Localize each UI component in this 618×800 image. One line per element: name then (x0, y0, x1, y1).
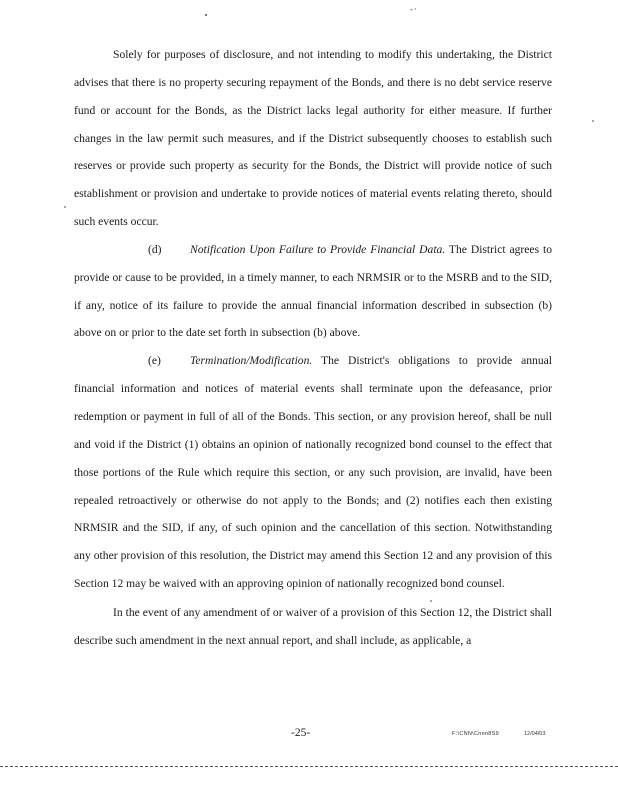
paragraph-subsection-e (74, 347, 552, 598)
subsection-e-number: (e) (148, 354, 161, 368)
document-date: 12/04/03 (524, 731, 546, 737)
paragraph-amendment: In the event of any amendment of or waiver of a provision of this Section 12, the District shall describe such amendment in the next annual report, and shall include, as applicable, a (74, 605, 552, 647)
scan-speck (64, 206, 66, 208)
subsection-d-number: (d) (148, 242, 162, 256)
scan-edge-line (0, 766, 618, 767)
scan-speck (205, 14, 207, 16)
paragraph-subsection-d (74, 236, 552, 347)
scan-speck (430, 600, 432, 602)
header-mark: -· (410, 4, 418, 14)
scan-speck (592, 120, 594, 122)
subsection-e-title: Termination/Modification. (190, 354, 313, 368)
subsection-d-body: The District agrees to provide or cause to be provided, in a timely manner, to each NRMSIR or to the MSRB and to the SID, if any, notice of its failure to provide the annual financial information described in subsection (b) above on or prior to the date set forth in subsection (b) above. (74, 242, 552, 340)
subsection-d-title: Notification Upon Failure to Provide Financial Data. (190, 242, 446, 256)
body-text (74, 41, 552, 655)
page-number: -25- (291, 727, 311, 739)
document-code: F:\CNN\Cnnn8S9 (452, 731, 499, 737)
subsection-e-body: The District's obligations to provide annual financial information and notices of material events shall terminate upon the defeasance, prior redemption or payment in full of all of the Bonds. This section, or any provision hereof, shall be null and void if the District (1) obtains an opinion of nationally recognized bond counsel to the effect that those portions of the Rule which require this section, or any such provision, are invalid, have been repealed retroactively or otherwise do not apply to the Bonds; and (2) notifies each then existing NRMSIR and the SID, if any, of such opinion and the cancellation of this section. Notwithstanding any other provision of this resolution, the District may amend this Section 12 and any provision of this Section 12 may be waived with an approving opinion of nationally recognized bond counsel. (74, 354, 552, 591)
paragraph-disclosure: Solely for purposes of disclosure, and not intending to modify this undertaking, the District advises that there is no property securing repayment of the Bonds, and there is no debt service reserve fund or account for the Bonds, as the District lacks legal authority for either measure. If further changes in the law permit such measures, and if the District subsequently chooses to establish such reserves or provide such property as security for the Bonds, the District will provide notice of such establishment or provision and undertake to provide notices of material events relating thereto, should such events occur. (74, 48, 552, 229)
